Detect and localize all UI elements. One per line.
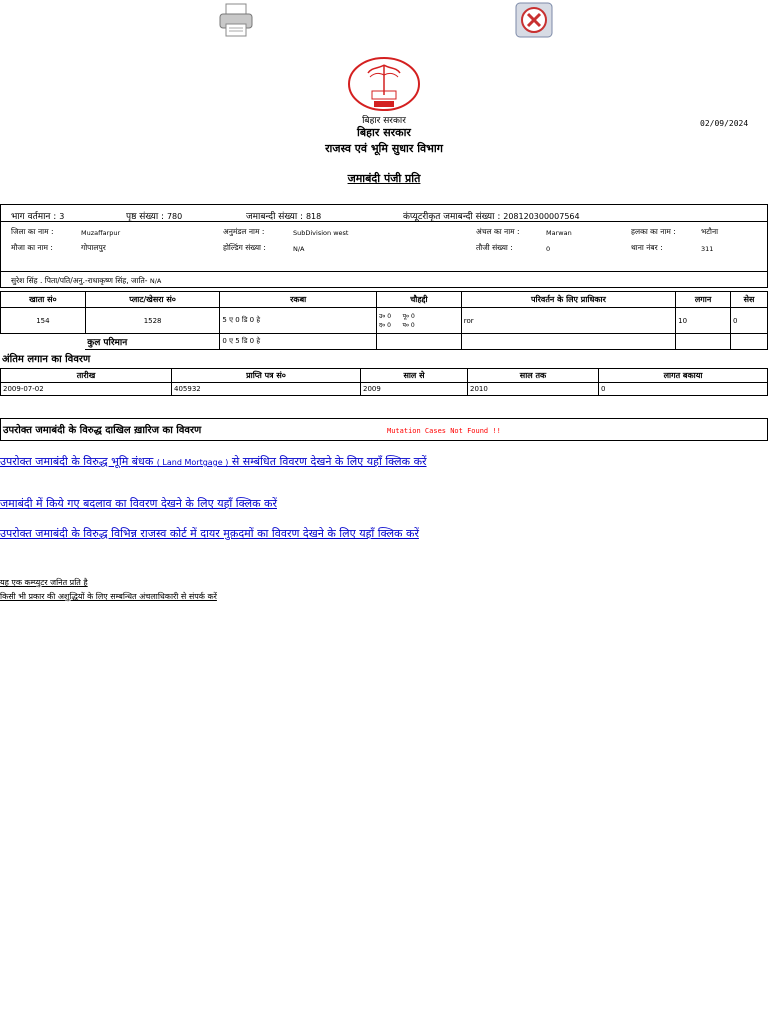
page-label: पृष्ठ संख्या : <box>126 212 165 222</box>
holding-value: N/A <box>293 245 305 253</box>
cell-plot: 1528 <box>85 308 220 334</box>
footer-note-2: किसी भी प्रकार की अशुद्धियों के लिए सम्बन्धित अंचलाधिकारी से संपर्क करें <box>0 592 217 601</box>
subdivision-value: SubDivision west <box>293 229 349 237</box>
print-button[interactable] <box>217 2 255 38</box>
col-year-to: साल तक <box>468 369 599 383</box>
lagan-table <box>0 368 768 396</box>
mortgage-link-mid: ( Land Mortgage ) <box>156 458 229 467</box>
district-label: जिला का नाम : <box>11 227 54 236</box>
col-ses: सेस <box>731 292 768 308</box>
mutation-box <box>0 418 768 441</box>
cell-receipt: 405932 <box>172 383 361 396</box>
cell-year-to: 2010 <box>468 383 599 396</box>
mauja-value: गोपालपुर <box>81 243 106 252</box>
halka-label: हलका का नाम : <box>631 227 676 236</box>
mortgage-link[interactable] <box>0 454 427 469</box>
col-year-from: साल से <box>361 369 468 383</box>
tauji-label: तौजी संख्या : <box>476 243 513 252</box>
owner-divider <box>1 271 767 272</box>
cell-lagan: 10 <box>676 308 731 334</box>
owner-name: सुरेश सिंह . पिता/पति/अनु.-राधाकृष्ण सिंह, जाति- <box>11 276 148 285</box>
anchal-value: Marwan <box>546 229 572 237</box>
col-rakba: रकबा <box>220 292 377 308</box>
thana-label: थाना नंबर : <box>631 243 663 252</box>
total-row <box>1 334 768 350</box>
col-authority: परिवर्तन के लिए प्राधिकार <box>461 292 675 308</box>
caste-value: N/A <box>149 277 162 285</box>
print-date: 02/09/2024 <box>700 119 749 128</box>
comp-jamabandi-label: कंप्यूटरीकृत जमाबन्दी संख्या : <box>403 212 501 222</box>
cell-chauhaddi <box>376 308 461 334</box>
total-label: कुल परिमान <box>85 334 220 350</box>
jamabandi-value: 818 <box>305 212 322 221</box>
emblem-caption: बिहार सरकार <box>362 116 406 126</box>
mutation-status: Mutation Cases Not Found !! <box>387 427 501 435</box>
chauhaddi-south: द० 0 <box>378 321 391 329</box>
jamabandi-label: जमाबन्दी संख्या : <box>246 212 304 222</box>
total-value: 0 ए 5 डि 0 हे <box>220 334 377 350</box>
cell-dues: 0 <box>599 383 768 396</box>
tauji-value: 0 <box>546 245 551 253</box>
cell-authority: ror <box>461 308 675 334</box>
mortgage-link-pre: उपरोक्त जमाबंदी के विरुद्ध भूमि बंधक <box>0 455 157 468</box>
col-lagan: लगान <box>676 292 731 308</box>
cell-khata: 154 <box>1 308 86 334</box>
chauhaddi-west: प० 0 <box>402 321 415 329</box>
land-table <box>0 291 768 350</box>
col-date: तारीख <box>1 369 172 383</box>
footer-note-1: यह एक कम्प्युटर जनित प्रति है <box>0 578 88 587</box>
lagan-title: अंतिम लगान का विवरण <box>2 354 91 365</box>
info-divider <box>1 221 767 222</box>
changes-link[interactable]: जमाबंदी में किये गए बदलाव का विवरण देखने के लिए यहाँ क्लिक करें <box>0 497 277 510</box>
district-value: Muzaffarpur <box>81 229 121 237</box>
col-plot: प्लाट/खेसरा सं० <box>85 292 220 308</box>
subdivision-label: अनुमंडल नाम : <box>223 227 265 236</box>
cell-rakba: 5 ए 0 डि 0 हे <box>220 308 377 334</box>
close-icon <box>515 2 553 38</box>
thana-value: 311 <box>701 245 714 253</box>
bhag-label: भाग वर्तमान : <box>11 212 57 222</box>
page-value: 780 <box>166 212 183 221</box>
mauja-label: मौजा का नाम : <box>11 243 53 252</box>
table-row <box>1 308 768 334</box>
anchal-label: अंचल का नाम : <box>476 227 520 236</box>
chauhaddi-east: पू० 0 <box>402 312 415 320</box>
printer-icon <box>217 2 255 38</box>
col-chauhaddi: चौहद्दी <box>376 292 461 308</box>
holding-label: होल्डिंग संख्या : <box>223 243 266 252</box>
col-receipt: प्राप्ति पत्र सं० <box>172 369 361 383</box>
halka-value: भटौना <box>701 227 719 236</box>
govt-title: बिहार सरकार <box>357 126 411 139</box>
chauhaddi-north: उ० 0 <box>378 312 392 320</box>
cell-date: 2009-07-02 <box>1 383 172 396</box>
bihar-emblem <box>348 57 420 112</box>
info-box <box>0 204 768 288</box>
bhag-value: 3 <box>59 212 65 221</box>
court-cases-link[interactable]: उपरोक्त जमाबंदी के विरुद्ध विभिन्न राजस्व कोर्ट में दायर मुक़दमों का विवरण देखने के लिए यहाँ क्लिक करें <box>0 527 419 540</box>
dept-title: राजस्व एवं भूमि सुधार विभाग <box>325 142 443 155</box>
mutation-label: उपरोक्त जमाबंदी के विरुद्ध दाखिल ख़ारिज का विवरण <box>3 425 202 436</box>
col-dues: लागत बकाया <box>599 369 768 383</box>
cell-year-from: 2009 <box>361 383 468 396</box>
col-khata: खाता सं० <box>1 292 86 308</box>
cell-ses: 0 <box>731 308 768 334</box>
comp-jamabandi-value: 208120300007564 <box>503 212 580 221</box>
close-button[interactable] <box>515 2 553 38</box>
table-row <box>1 383 768 396</box>
document-title: जमाबंदी पंजी प्रति <box>347 172 421 185</box>
mortgage-link-post: से सम्बंधित विवरण देखने के लिए यहाँ क्लिक करें <box>228 455 427 468</box>
